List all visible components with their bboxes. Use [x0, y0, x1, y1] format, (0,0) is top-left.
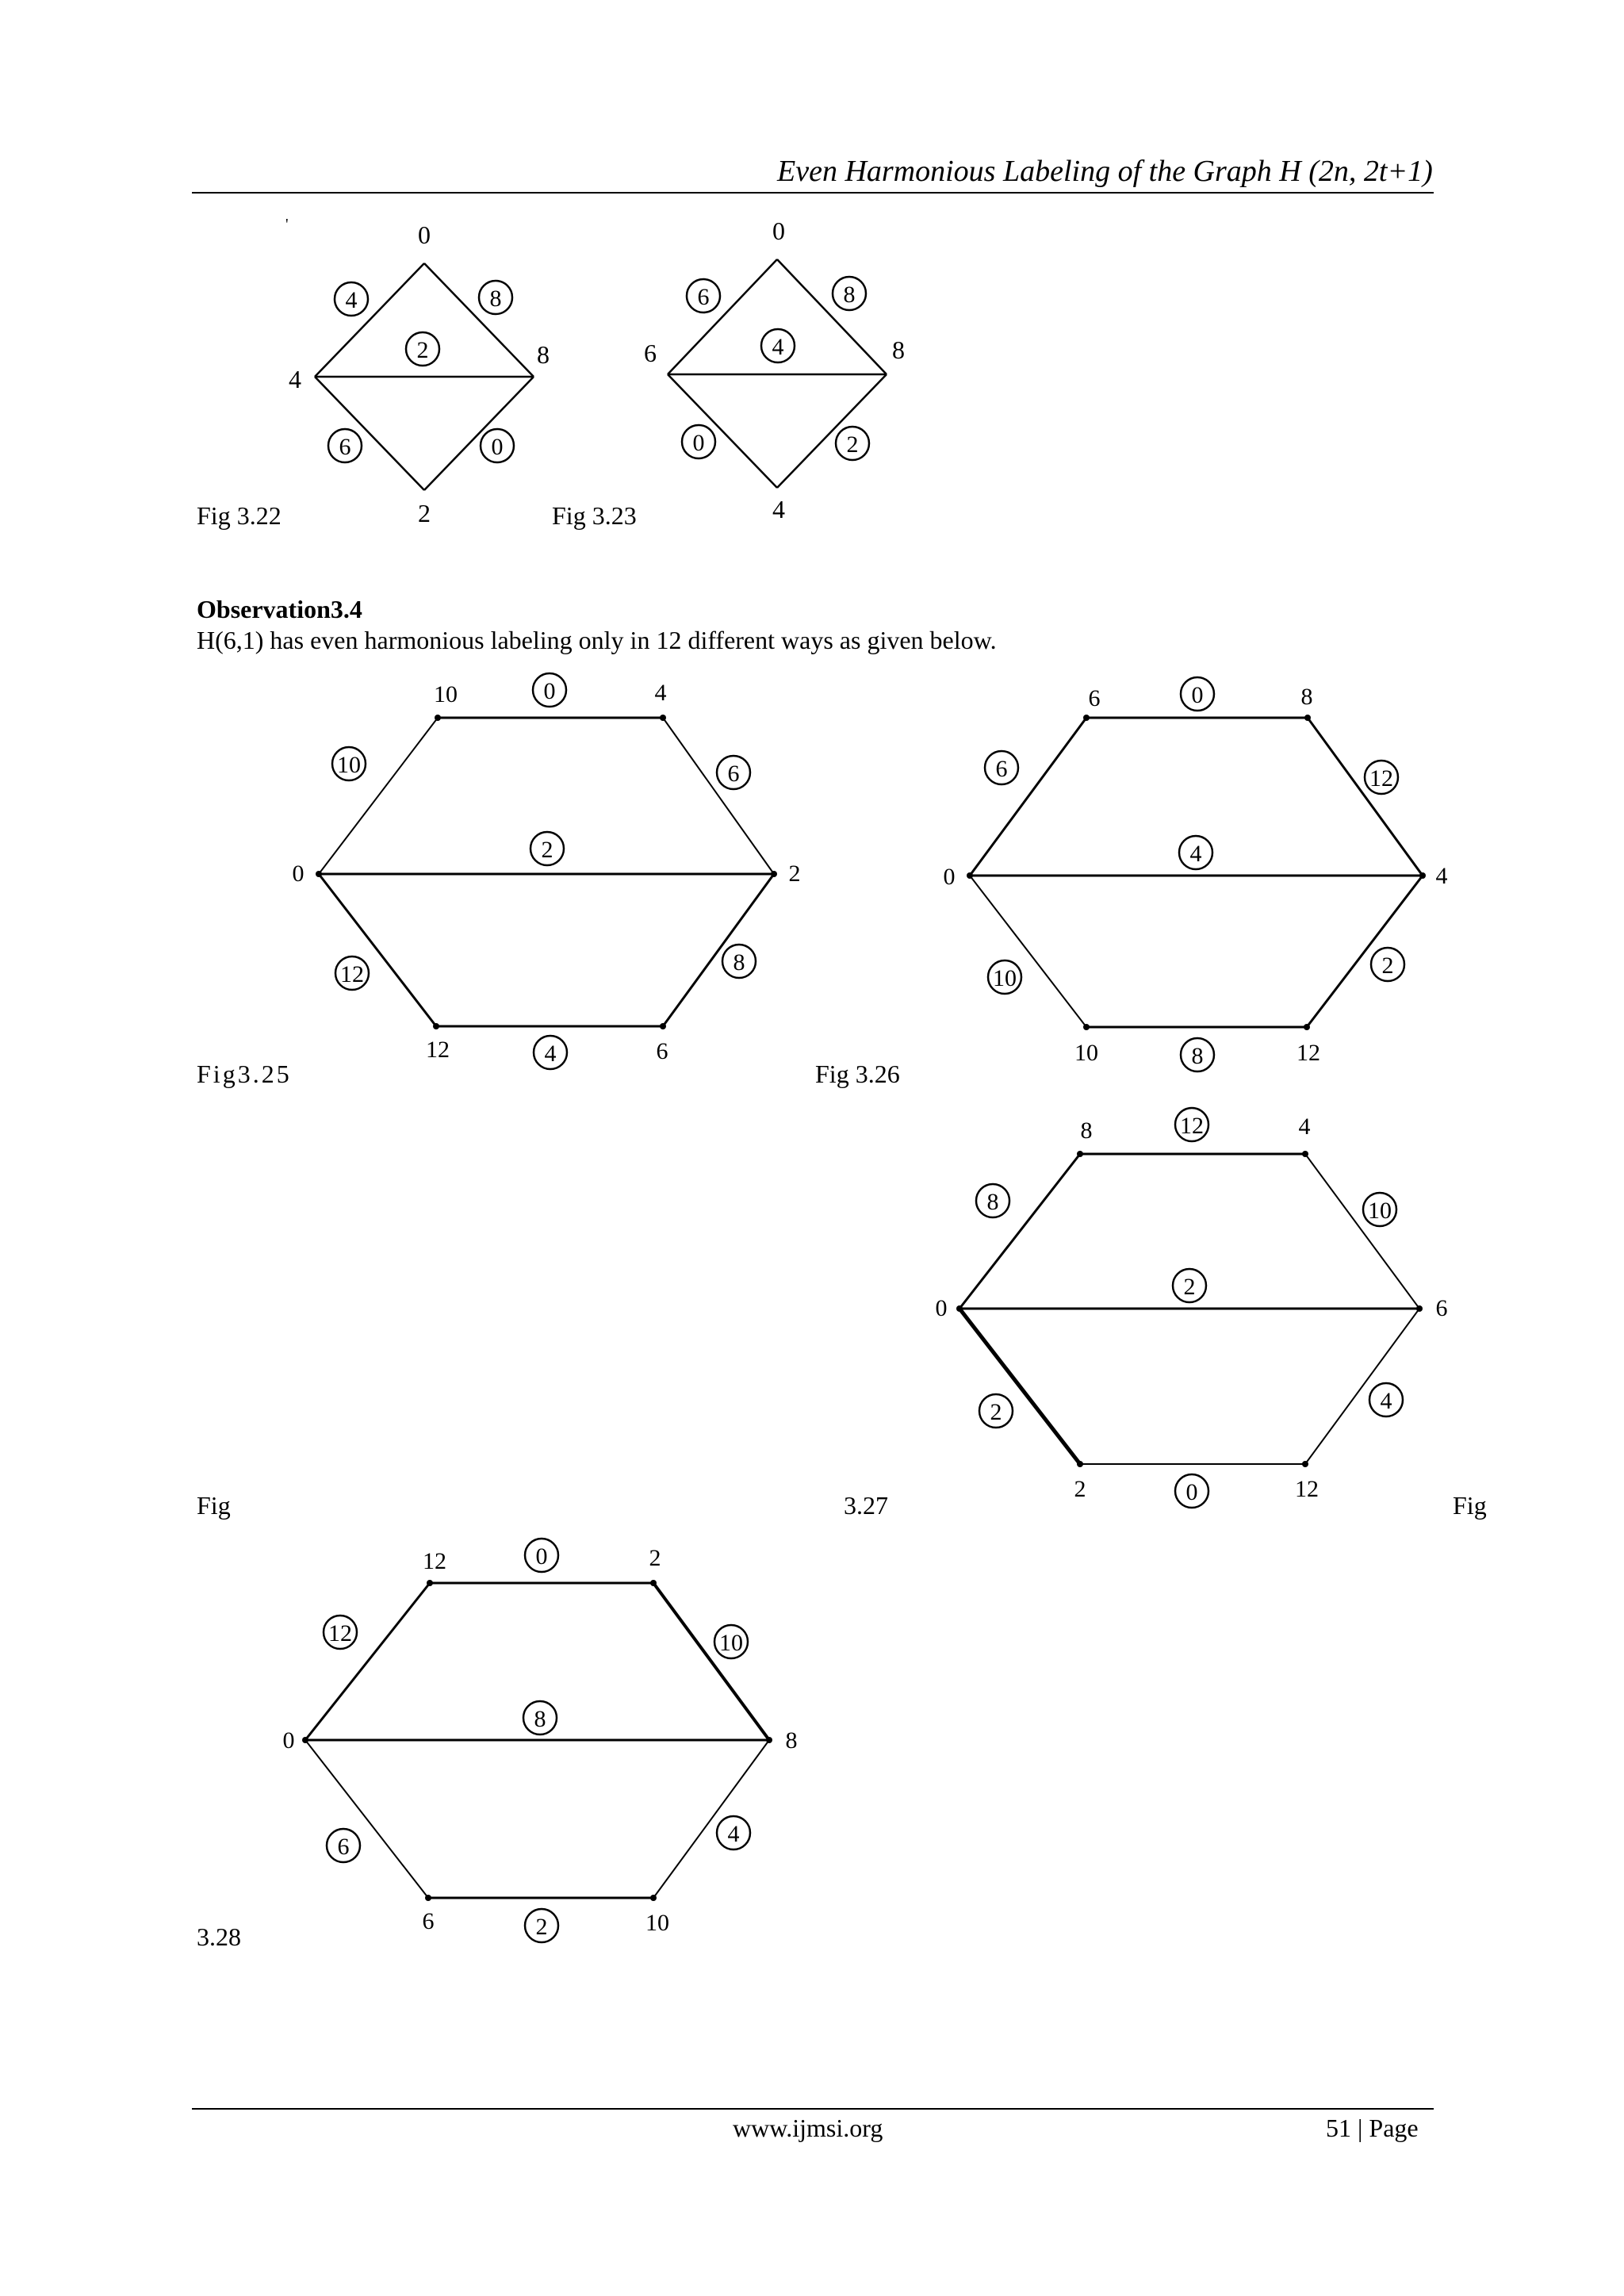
figure-3-22: [270, 214, 550, 527]
edge-label-upper-right: 10: [719, 1630, 743, 1656]
observation-title: Observation3.4: [197, 595, 362, 623]
vertex-label-bottom-right: 6: [656, 1038, 668, 1064]
edge-label-middle: 2: [1183, 1274, 1196, 1300]
vertex-dot: [427, 1580, 433, 1586]
edge-label-lower-right: 4: [727, 1821, 740, 1847]
vertex-label-left: 4: [289, 365, 301, 393]
footer-page-number: 51 | Page: [1326, 2114, 1419, 2142]
vertex-dot: [1302, 1151, 1308, 1157]
vertex-label-bottom: 4: [772, 495, 785, 523]
edge-label-top: 0: [535, 1543, 548, 1570]
vertex-dot: [302, 1737, 308, 1743]
edge-line: [970, 718, 1086, 876]
edge-label-bottom: 0: [1185, 1479, 1198, 1505]
edge-line: [970, 876, 1086, 1027]
edge-label-upper-right: 10: [1368, 1198, 1392, 1224]
edge-label-top-left: 4: [345, 287, 358, 313]
vertex-label-bottom-left: 2: [1074, 1476, 1086, 1502]
edge-label-lower-left: 12: [340, 961, 364, 987]
caption-fig-3-26: Fig 3.26: [815, 1060, 900, 1088]
caption-fig-right: Fig: [1453, 1491, 1487, 1520]
edge-line: [959, 1154, 1080, 1309]
vertex-label-left: 0: [292, 861, 304, 887]
vertex-label-left: 0: [282, 1727, 295, 1754]
vertex-dot: [1304, 1024, 1310, 1030]
edge-line: [653, 1583, 769, 1740]
vertex-dot: [650, 1895, 657, 1901]
vertex-dot: [1077, 1461, 1083, 1467]
vertex-label-right: 8: [892, 335, 905, 364]
edge-label-upper-left: 12: [328, 1620, 352, 1646]
edge-line: [1308, 718, 1423, 876]
vertex-label-left: 0: [943, 864, 956, 890]
edge-label-lower-left: 2: [990, 1399, 1002, 1425]
vertex-label-right: 2: [788, 861, 801, 887]
edge-label-upper-right: 12: [1369, 765, 1393, 792]
vertex-dot: [433, 1023, 439, 1029]
vertex-label-top: 0: [418, 220, 431, 249]
vertex-dot: [650, 1580, 657, 1586]
caption-fig-3-28: 3.28: [197, 1922, 241, 1951]
vertex-label-top-left: 8: [1080, 1117, 1093, 1144]
edge-label-lower-right: 2: [1381, 953, 1394, 979]
vertex-label-top-right: 4: [654, 680, 667, 706]
edge-label-middle: 2: [541, 837, 553, 863]
edge-label-middle: 8: [534, 1706, 546, 1732]
edge-line: [315, 263, 424, 377]
vertex-dot: [435, 715, 441, 721]
vertex-label-right: 6: [1435, 1295, 1448, 1321]
vertex-dot: [967, 872, 973, 879]
caption-fig-3-22: Fig 3.22: [197, 501, 282, 530]
caption-fig-3-27: 3.27: [844, 1491, 888, 1520]
edge-line: [663, 874, 774, 1026]
vertex-label-top-left: 12: [423, 1548, 446, 1574]
edge-line: [668, 374, 777, 488]
edge-line: [305, 1583, 430, 1740]
footer-rule: [192, 2108, 1434, 2110]
figure-3-23: [622, 210, 905, 523]
figure-3-27: [928, 1102, 1448, 1515]
footer-website: www.ijmsi.org: [733, 2114, 883, 2142]
edge-label-top: 0: [1191, 682, 1204, 708]
edge-label-lower-right: 4: [1380, 1388, 1392, 1414]
edge-line: [1305, 1154, 1419, 1309]
edge-label-top-right: 8: [489, 286, 502, 312]
vertex-label-bottom-left: 12: [426, 1037, 450, 1063]
edge-label-top: 0: [543, 678, 556, 704]
edge-line: [319, 718, 438, 874]
edge-label-lower-left: 6: [337, 1834, 350, 1860]
vertex-label-top-right: 4: [1298, 1114, 1311, 1140]
edge-line: [1305, 1309, 1419, 1464]
caption-fig-left: Fig: [197, 1491, 231, 1520]
vertex-label-bottom-right: 10: [645, 1910, 669, 1936]
edge-line: [424, 263, 534, 377]
vertex-label-top-left: 10: [434, 681, 458, 707]
vertex-dot: [1304, 715, 1311, 721]
vertex-dot: [766, 1737, 772, 1743]
figure-3-25: [285, 666, 801, 1079]
edge-line: [959, 1309, 1080, 1464]
edge-label-upper-right: 6: [727, 761, 740, 787]
edge-line: [777, 259, 887, 374]
edge-line: [1307, 876, 1423, 1027]
vertex-label-right: 8: [537, 340, 550, 369]
edge-line: [653, 1740, 769, 1898]
figure-3-28: [270, 1531, 798, 1943]
caption-fig-3-25: Fig3.25: [197, 1060, 292, 1088]
edge-label-bottom-right: 2: [846, 431, 859, 458]
vertex-dot: [316, 871, 322, 877]
vertex-label-top: 0: [772, 217, 785, 245]
vertex-label-top-right: 8: [1300, 684, 1313, 710]
vertex-label-top-left: 6: [1088, 685, 1101, 711]
vertex-label-left: 0: [935, 1295, 948, 1321]
vertex-label-bottom: 2: [418, 499, 431, 527]
vertex-dot: [1083, 1024, 1090, 1030]
edge-line: [424, 377, 534, 490]
vertex-dot: [1302, 1461, 1308, 1467]
edge-line: [319, 874, 436, 1026]
edge-label-bottom-left: 6: [339, 434, 351, 460]
stray-mark: ': [285, 216, 289, 233]
vertex-dot: [956, 1305, 963, 1312]
vertex-label-left: 6: [644, 339, 657, 367]
observation-text: H(6,1) has even harmonious labeling only in 12 different ways as given below.: [197, 626, 997, 654]
edge-label-bottom-left: 0: [692, 430, 705, 456]
vertex-dot: [425, 1895, 431, 1901]
edge-line: [663, 718, 774, 874]
edge-label-middle: 2: [416, 337, 429, 363]
vertex-label-top-right: 2: [649, 1545, 661, 1571]
header-rule: [192, 192, 1434, 194]
edge-label-bottom: 4: [544, 1041, 557, 1067]
edge-line: [315, 377, 424, 490]
running-title: Even Harmonious Labeling of the Graph H (2n, 2t+1): [777, 155, 1433, 188]
caption-fig-3-23: Fig 3.23: [552, 501, 637, 530]
vertex-dot: [1419, 872, 1426, 879]
edge-label-upper-left: 8: [986, 1189, 999, 1215]
vertex-dot: [660, 715, 666, 721]
vertex-label-bottom-left: 6: [422, 1908, 435, 1934]
edge-label-upper-left: 6: [995, 756, 1008, 782]
edge-label-top-left: 6: [697, 284, 710, 310]
edge-line: [305, 1740, 428, 1898]
vertex-dot: [1083, 715, 1090, 721]
edge-line: [777, 374, 887, 488]
edge-label-top-right: 8: [843, 282, 856, 308]
vertex-dot: [1416, 1305, 1423, 1312]
edge-label-top: 12: [1180, 1113, 1204, 1139]
edge-label-bottom: 8: [1191, 1043, 1204, 1069]
vertex-label-right: 8: [785, 1727, 798, 1754]
edge-label-bottom-right: 0: [491, 434, 504, 460]
edge-label-lower-right: 8: [733, 949, 745, 976]
edge-line: [668, 259, 777, 374]
vertex-dot: [771, 871, 777, 877]
vertex-dot: [1077, 1151, 1083, 1157]
edge-label-middle: 4: [1189, 841, 1202, 867]
vertex-dot: [660, 1023, 666, 1029]
edge-label-bottom: 2: [535, 1914, 548, 1940]
vertex-label-bottom-right: 12: [1297, 1040, 1320, 1066]
edge-label-lower-left: 10: [993, 965, 1017, 991]
vertex-label-right: 4: [1435, 863, 1448, 889]
vertex-label-bottom-left: 10: [1074, 1040, 1098, 1066]
vertex-label-bottom-right: 12: [1295, 1476, 1319, 1502]
edge-label-middle: 4: [772, 334, 784, 360]
figure-3-26: [936, 666, 1448, 1079]
edge-label-upper-left: 10: [337, 752, 361, 778]
